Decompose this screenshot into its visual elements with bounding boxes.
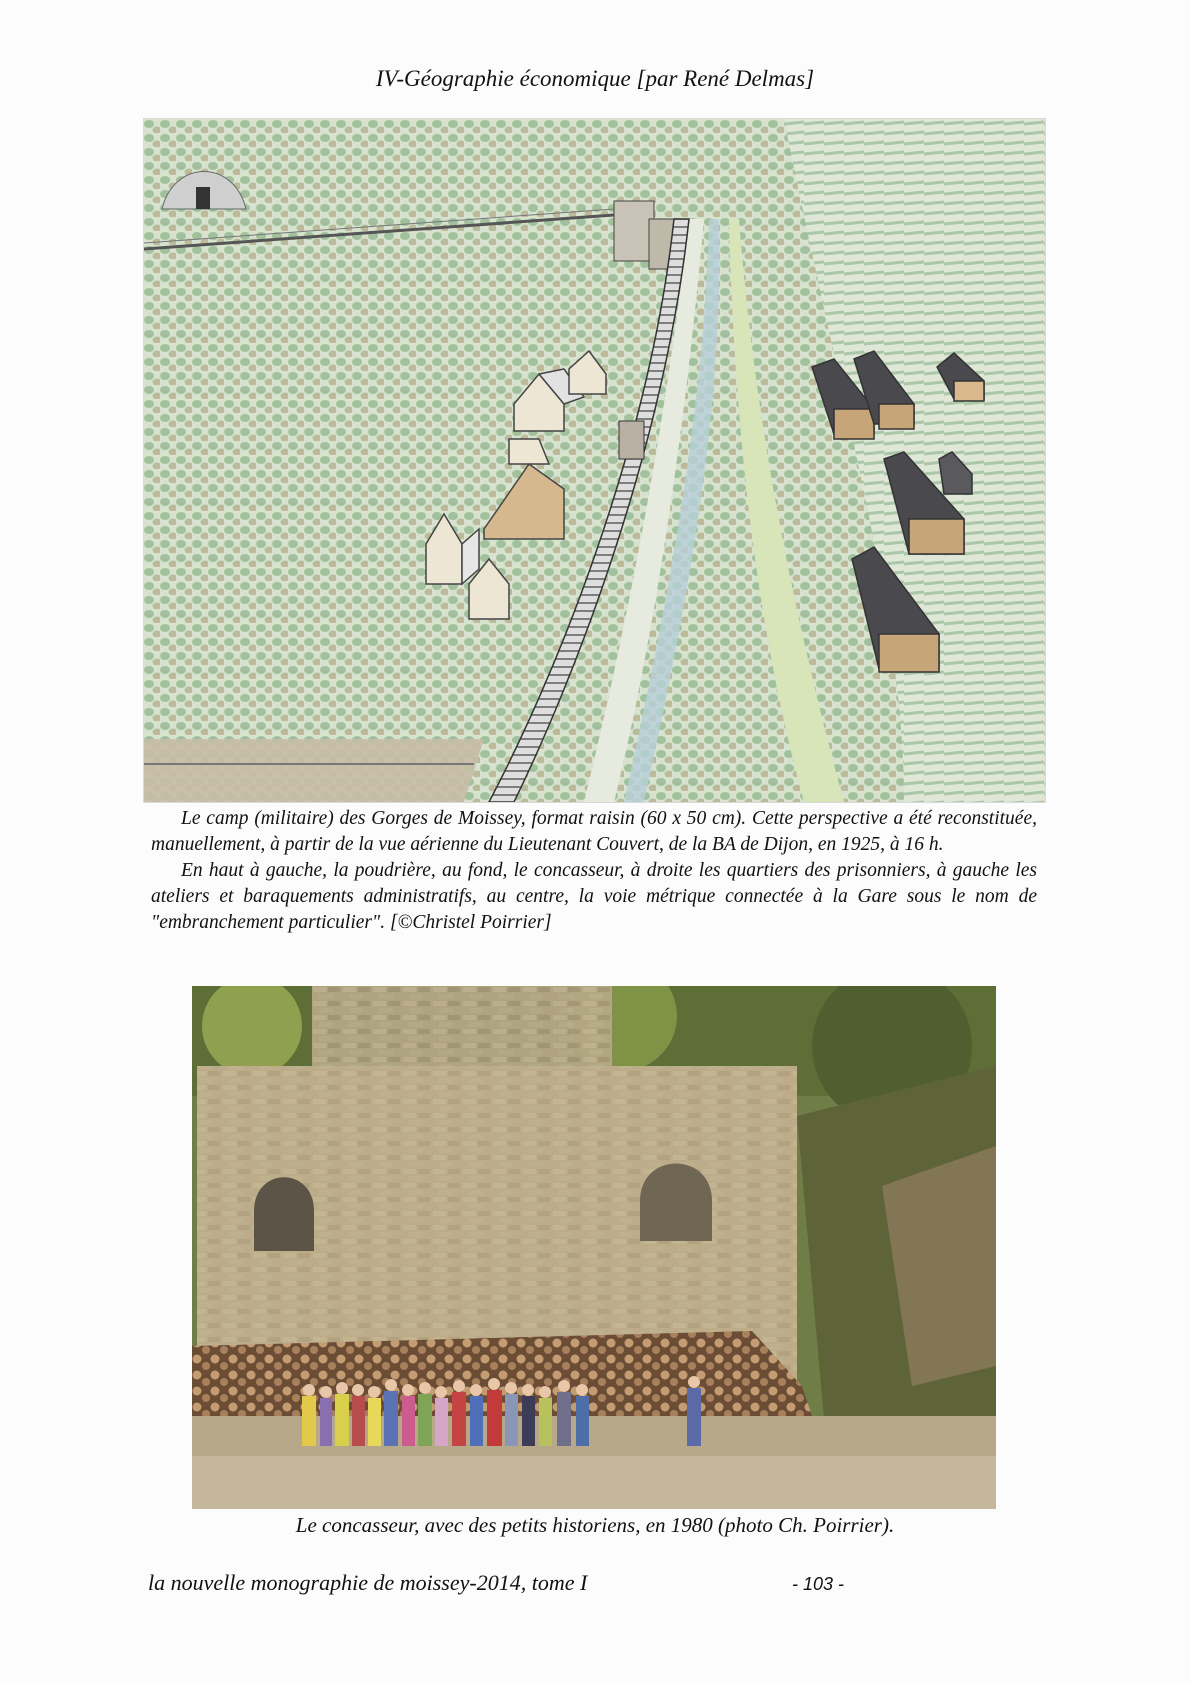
footer-book-title: la nouvelle monographie de moissey-2014, tome I bbox=[148, 1570, 588, 1595]
figure1-caption bbox=[151, 806, 1037, 936]
crusher-photo-image bbox=[192, 986, 996, 1509]
page-header: IV-Géographie économique [par René Delmas] bbox=[375, 66, 815, 91]
page-number: - 103 - bbox=[792, 1574, 845, 1594]
camp-drawing-image bbox=[143, 118, 1046, 803]
figure2-caption: Le concasseur, avec des petits historiens, en 1980 (photo Ch. Poirrier). bbox=[295, 1513, 895, 1537]
figure1-caption-paragraph-1: Le camp (militaire) des Gorges de Moissey, format raisin (60 x 50 cm). Cette perspective a été reconstituée, manuellement, à partir de la vue aérienne du Lieutenant Couvert, de la BA de Dijon, en 1925, à 16 h. bbox=[151, 808, 1037, 855]
figure1-caption-paragraph-2: En haut à gauche, la poudrière, au fond, le concasseur, à droite les quartiers des prisonniers, à gauche les ateliers et baraquements administratifs, au centre, la voie métrique connectée à la Gare sous le nom de "embranchement particulier". [©Christel Poirrier] bbox=[151, 860, 1037, 933]
